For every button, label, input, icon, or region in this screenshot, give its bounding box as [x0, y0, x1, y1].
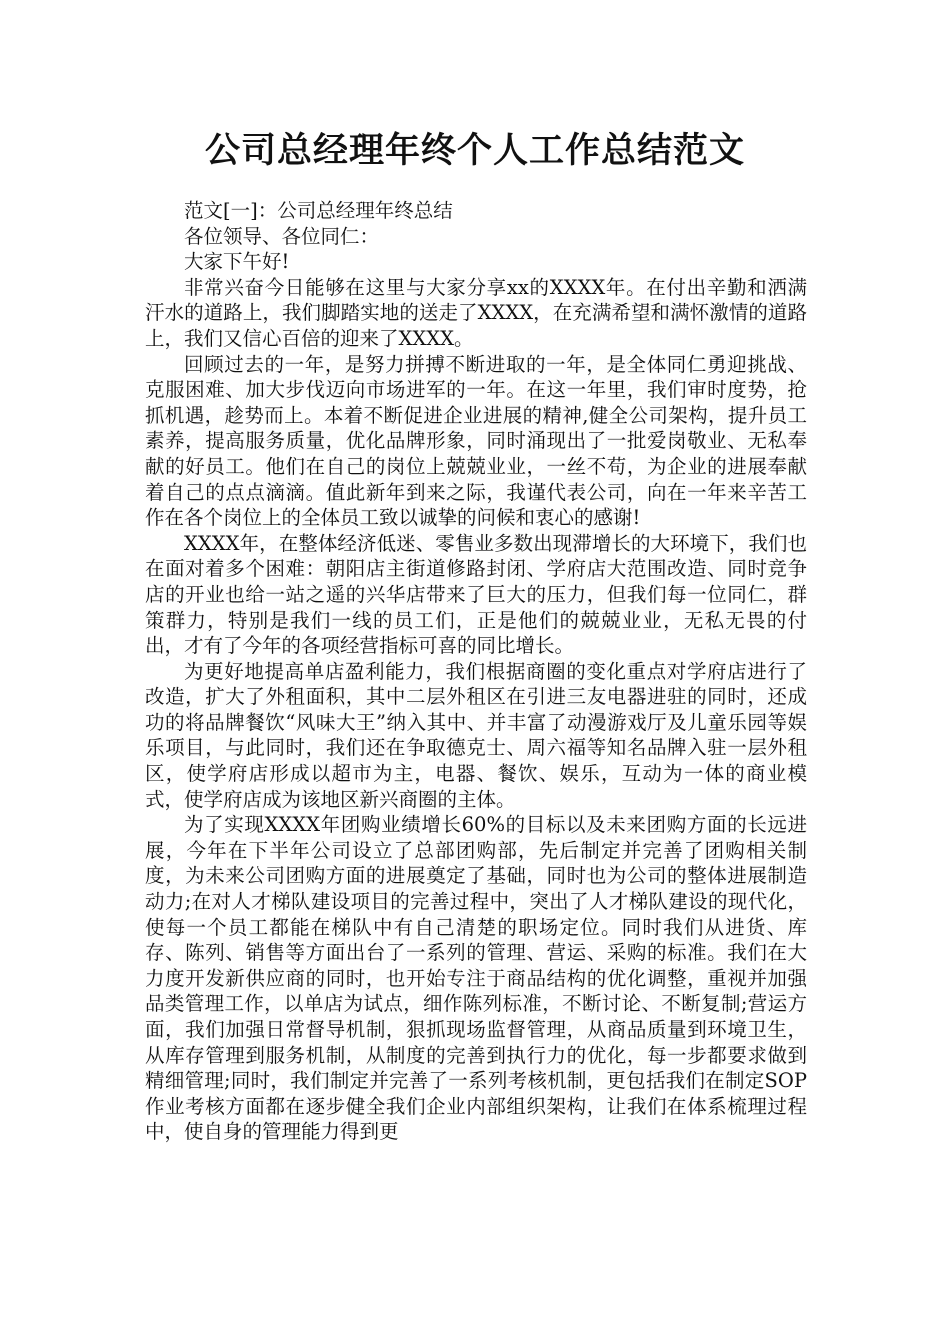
paragraph-sample-heading: 范文[一]：公司总经理年终总结: [184, 199, 453, 222]
document-body: [145, 198, 807, 1145]
paragraph-group-purchase: 为了实现XXXX年团购业绩增长60%的目标以及未来团购方面的长远进展，今年在下半年公司设立了总部团购部，先后制定并完善了团购相关制度，为未来公司团购方面的进展奠定了基础，同时也为公司的整体进展制造动力;在对人才梯队建设项目的完善过程中，突出了人才梯队建设的现代化，使每一个员工都能在梯队中有自己清楚的职场定位。同时我们从进货、库存、陈列、销售等方面出台了一系列的管理、营运、采购的标准。我们在大力度开发新供应商的同时，也开始专注于商品结构的优化调整，重视并加强品类管理工作，以单店为试点，细作陈列标准，不断讨论、不断复制;营运方面，我们加强日常督导机制，狠抓现场监督管理，从商品质量到环境卫生，从库存管理到服务机制，从制度的完善到执行力的优化，每一步都要求做到精细管理;同时，我们制定并完善了一系列考核机制，更包括我们在制定SOP作业考核方面都在逐步健全我们企业内部组织架构，让我们在体系梳理过程中，使自身的管理能力得到更: [145, 813, 807, 1144]
paragraph-greeting: 大家下午好!: [184, 250, 290, 274]
paragraph-challenges: XXXX年，在整体经济低迷、零售业多数出现滞增长的大环境下，我们也在面对着多个困难：朝阳店主街道修路封闭、学府店大范围改造、同时竞争店的开业也给一站之遥的兴华店带来了巨大的压力，但我们每一位同仁，群策群力，特别是我们一线的员工们，正是他们的兢兢业业，无私无畏的付出，才有了今年的各项经营指标可喜的同比增长。: [145, 531, 807, 658]
document-title: 公司总经理年终个人工作总结范文: [204, 131, 745, 171]
paragraph-store-renovation: 为更好地提高单店盈利能力，我们根据商圈的变化重点对学府店进行了改造，扩大了外租面积，其中二层外租区在引进三友电器进驻的同时，还成功的将品牌餐饮“风味大王”纳入其中、并丰富了动漫游戏厅及儿童乐园等娱乐项目，与此同时，我们还在争取德克士、周六福等知名品牌入驻一层外租区，使学府店形成以超市为主，电器、餐饮、娱乐，互动为一体的商业模式，使学府店成为该地区新兴商圈的主体。: [145, 659, 807, 811]
paragraph-salutation: 各位领导、各位同仁：: [184, 224, 380, 248]
paragraph-opening: 非常兴奋今日能够在这里与大家分享xx的XXXX年。在付出辛勤和洒满汗水的道路上，我们脚踏实地的送走了XXXX，在充满希望和满怀激情的道路上，我们又信心百倍的迎来了XXXX。: [145, 275, 807, 350]
paragraph-review: 回顾过去的一年，是努力拼搏不断进取的一年，是全体同仁勇迎挑战、克服困难、加大步伐迈向市场进军的一年。在这一年里，我们审时度势，抢抓机遇，趁势而上。本着不断促进企业进展的精神,健全公司架构，提升员工素养，提高服务质量，优化品牌形象，同时涌现出了一批爱岗敬业、无私奉献的好员工。他们在自己的岗位上兢兢业业，一丝不苟，为企业的进展奉献着自己的点点滴滴。值此新年到来之际，我谨代表公司，向在一年来辛苦工作在各个岗位上的全体员工致以诚挚的问候和衷心的感谢!: [145, 352, 807, 530]
